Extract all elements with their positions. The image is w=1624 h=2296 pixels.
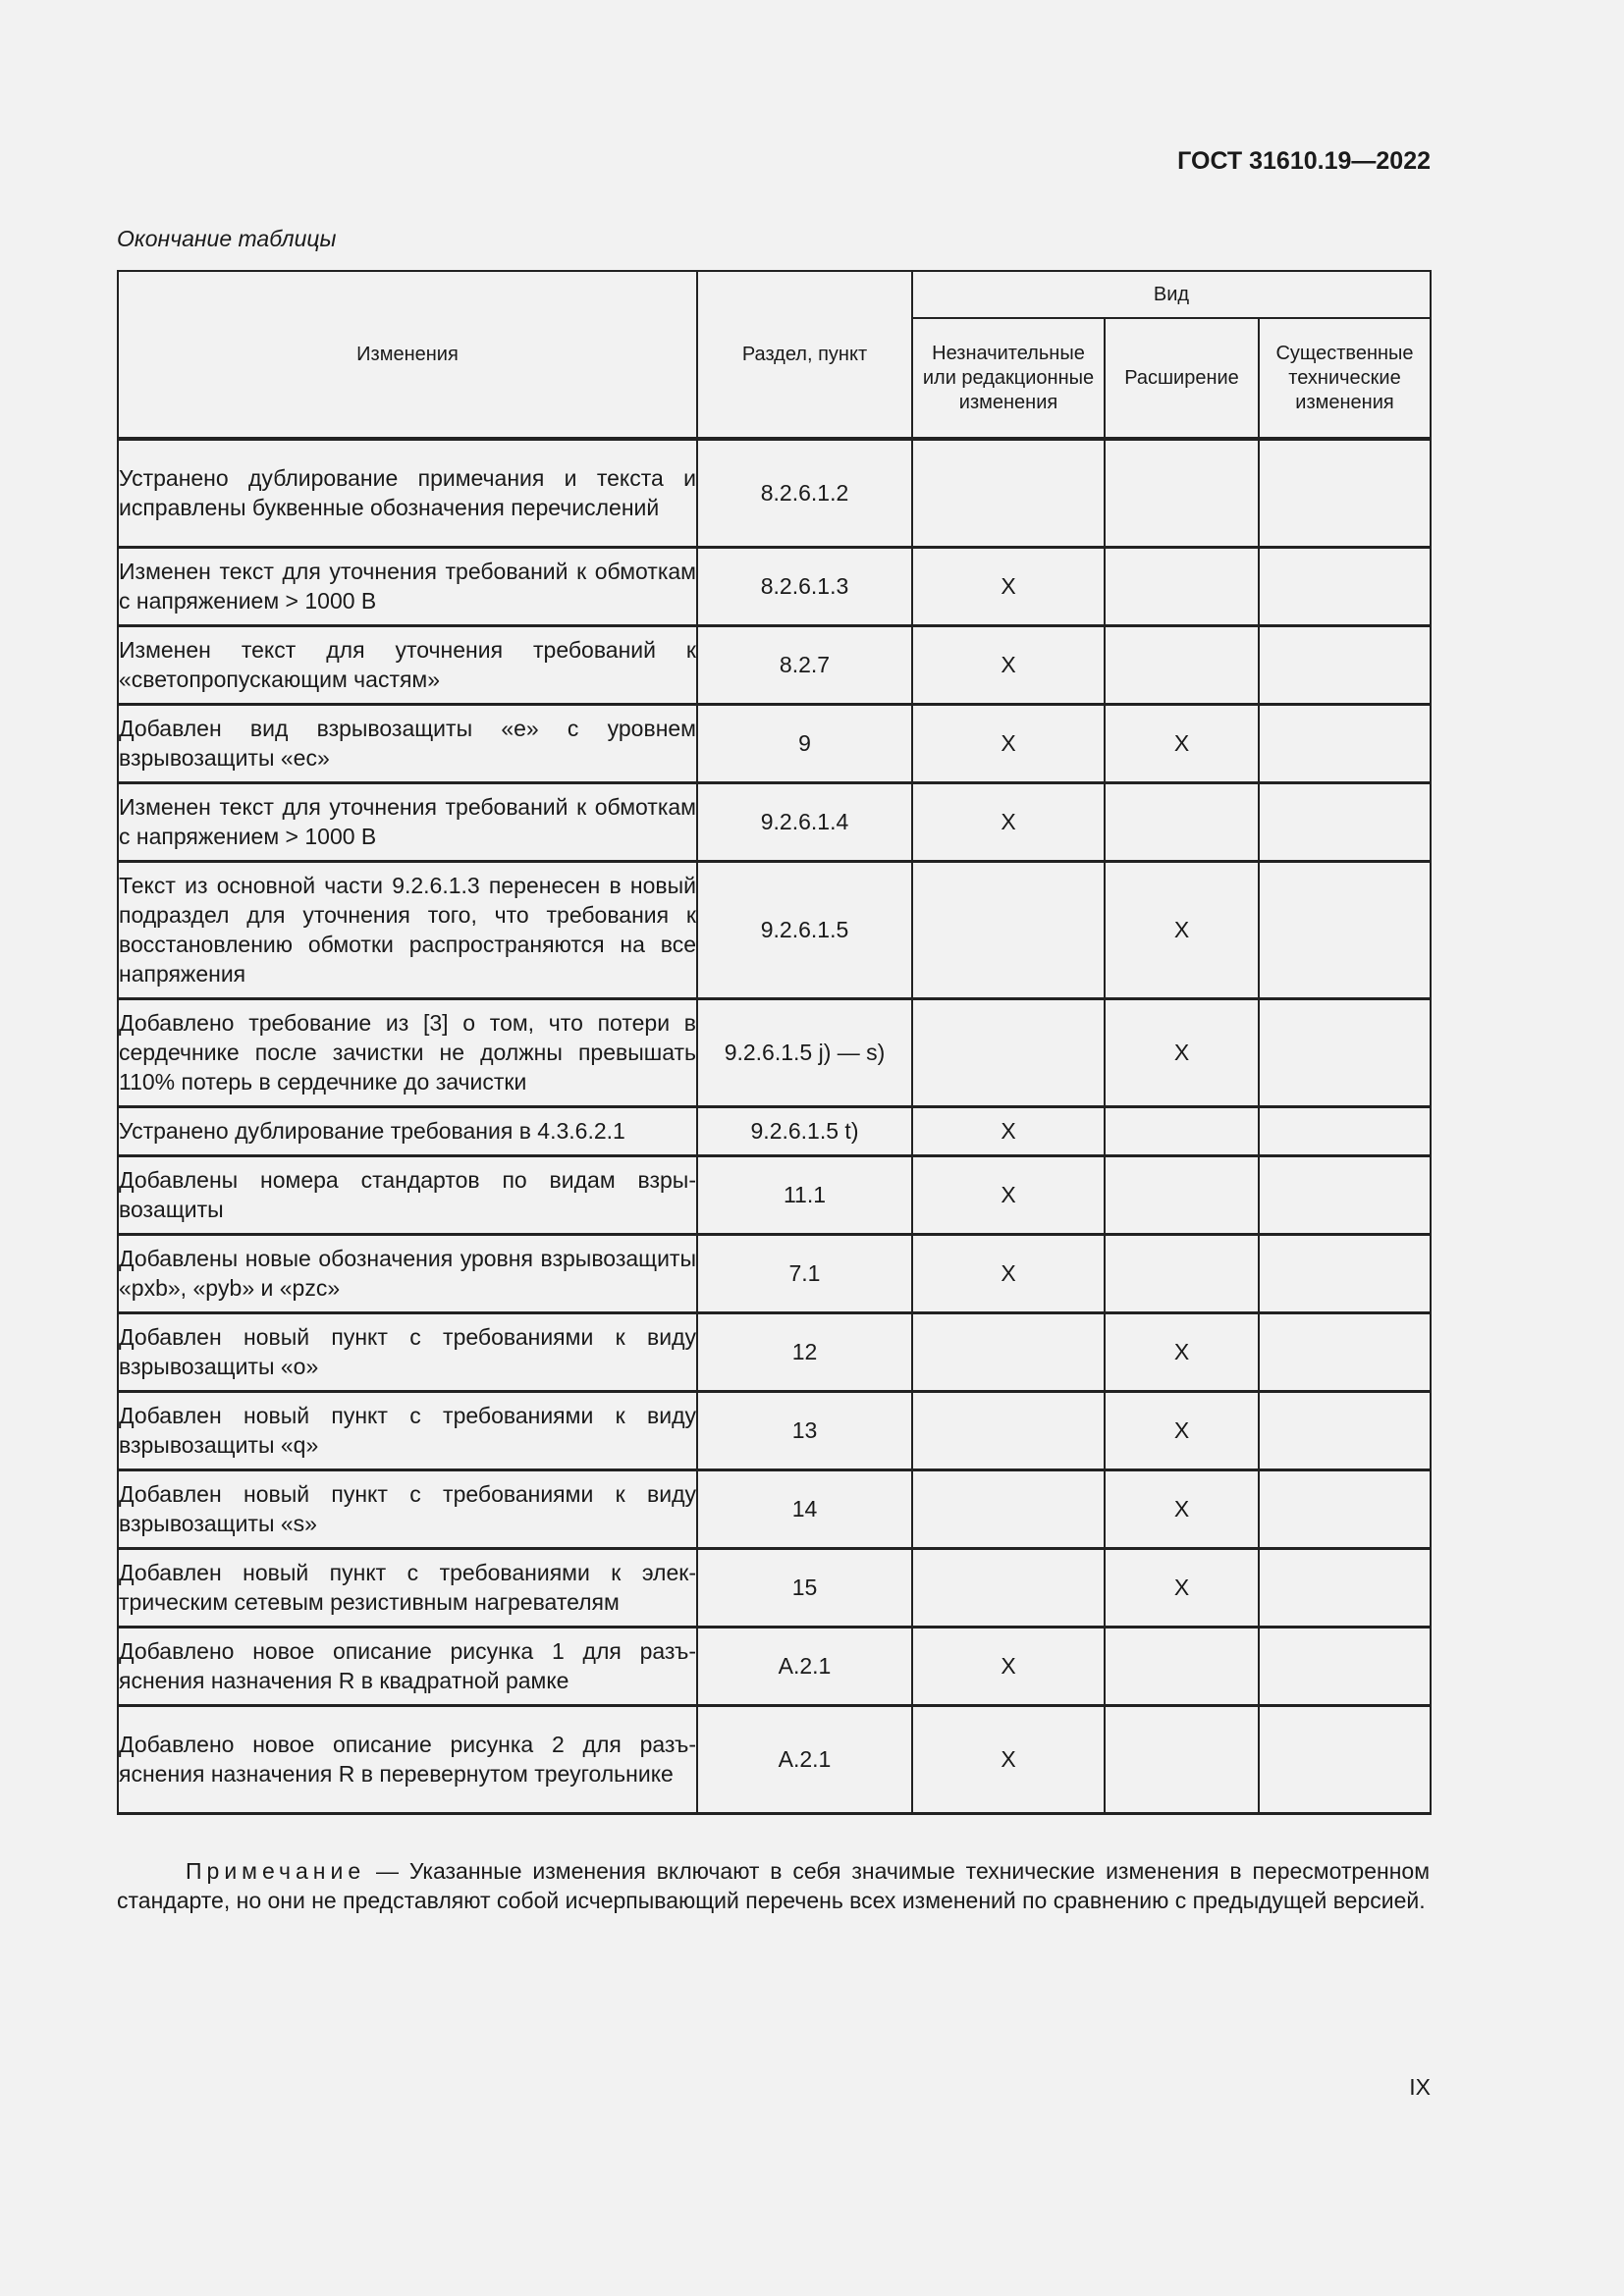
change-description: Добавлены новые обозначения уровня взрывозащиты «pxb», «pyb» и «pzc» — [118, 1234, 697, 1312]
minor-change-mark: X — [912, 1627, 1105, 1705]
minor-change-mark: X — [912, 1234, 1105, 1312]
note-text: — Указанные изменения включают в себя значимые технические изменения в пересмотренном стандарте, но они не представляют собой исчерпывающий перечень всех изменений по сравнению с предыдущей версией. — [117, 1858, 1431, 1913]
table-row — [118, 625, 1431, 704]
change-description: Изменен текст для уточнения требований к обмоткам с напряжением > 1000 В — [118, 782, 697, 861]
major-change-mark — [1259, 1155, 1431, 1234]
extension-mark — [1105, 439, 1259, 547]
change-description: Устранено дублирование примечания и текста и исправлены буквенные обозначения перечислений — [118, 439, 697, 547]
change-description: Добавлено новое описание рисунка 2 для разъяснения назначения R в перевернутом треугольнике — [118, 1705, 697, 1813]
table-row — [118, 1627, 1431, 1705]
section-reference: 9.2.6.1.5 — [697, 861, 912, 998]
extension-mark: X — [1105, 1391, 1259, 1469]
section-reference: 9.2.6.1.4 — [697, 782, 912, 861]
major-change-mark — [1259, 1469, 1431, 1548]
extension-mark: X — [1105, 1548, 1259, 1627]
major-change-mark — [1259, 1106, 1431, 1155]
extension-mark — [1105, 782, 1259, 861]
changes-table — [117, 270, 1432, 1815]
change-description: Добавлен новый пункт с требованиями к виду взрывозащиты «s» — [118, 1469, 697, 1548]
major-change-mark — [1259, 1627, 1431, 1705]
table-row — [118, 1469, 1431, 1548]
major-change-mark — [1259, 625, 1431, 704]
section-reference: 13 — [697, 1391, 912, 1469]
change-description: Добавлен новый пункт с требованиями к виду взрывозащиты «q» — [118, 1391, 697, 1469]
extension-mark: X — [1105, 1469, 1259, 1548]
table-row — [118, 782, 1431, 861]
change-description: Изменен текст для уточнения требований к обмоткам с напряжением > 1000 В — [118, 547, 697, 625]
header-kind-major: Существенные технические изменения — [1259, 318, 1431, 439]
minor-change-mark — [912, 439, 1105, 547]
major-change-mark — [1259, 998, 1431, 1106]
table-row — [118, 1234, 1431, 1312]
extension-mark — [1105, 625, 1259, 704]
minor-change-mark: X — [912, 782, 1105, 861]
extension-mark — [1105, 1155, 1259, 1234]
section-reference: 8.2.6.1.2 — [697, 439, 912, 547]
major-change-mark — [1259, 782, 1431, 861]
header-section: Раздел, пункт — [697, 271, 912, 439]
minor-change-mark — [912, 1312, 1105, 1391]
minor-change-mark — [912, 1469, 1105, 1548]
extension-mark: X — [1105, 1312, 1259, 1391]
table-row — [118, 547, 1431, 625]
change-description: Добавлен вид взрывозащиты «е» с уровнем взрывозащиты «ес» — [118, 704, 697, 782]
header-changes: Изменения — [118, 271, 697, 439]
major-change-mark — [1259, 704, 1431, 782]
major-change-mark — [1259, 1234, 1431, 1312]
table-row — [118, 1106, 1431, 1155]
section-reference: 11.1 — [697, 1155, 912, 1234]
table-row — [118, 1705, 1431, 1813]
header-kind-extension: Расширение — [1105, 318, 1259, 439]
extension-mark: X — [1105, 861, 1259, 998]
header-kind: Вид — [912, 271, 1431, 318]
minor-change-mark — [912, 1391, 1105, 1469]
table-row — [118, 1155, 1431, 1234]
table-row — [118, 1391, 1431, 1469]
note — [117, 1856, 1430, 1915]
header-kind-minor: Незначительные или редакционные изменения — [912, 318, 1105, 439]
section-reference: 9.2.6.1.5 t) — [697, 1106, 912, 1155]
minor-change-mark — [912, 1548, 1105, 1627]
table-row — [118, 998, 1431, 1106]
major-change-mark — [1259, 1312, 1431, 1391]
change-description: Добавлен новый пункт с требованиями к виду взрывозащиты «о» — [118, 1312, 697, 1391]
change-description: Добавлено новое описание рисунка 1 для разъяснения назначения R в квадратной рамке — [118, 1627, 697, 1705]
major-change-mark — [1259, 1548, 1431, 1627]
section-reference: 9.2.6.1.5 j) — s) — [697, 998, 912, 1106]
extension-mark: X — [1105, 704, 1259, 782]
extension-mark — [1105, 1106, 1259, 1155]
table-row — [118, 1548, 1431, 1627]
change-description: Добавлено требование из [3] о том, что потери в сердечнике после зачистки не должны превышать 110% потерь в сердечнике до зачистки — [118, 998, 697, 1106]
minor-change-mark: X — [912, 1705, 1105, 1813]
change-description: Добавлены номера стандартов по видам взрывозащиты — [118, 1155, 697, 1234]
extension-mark — [1105, 1234, 1259, 1312]
minor-change-mark: X — [912, 1155, 1105, 1234]
extension-mark — [1105, 1705, 1259, 1813]
section-reference: 14 — [697, 1469, 912, 1548]
minor-change-mark: X — [912, 625, 1105, 704]
section-reference: 8.2.7 — [697, 625, 912, 704]
page-number: IX — [1409, 2074, 1431, 2100]
major-change-mark — [1259, 1391, 1431, 1469]
extension-mark — [1105, 547, 1259, 625]
minor-change-mark — [912, 861, 1105, 998]
table-caption: Окончание таблицы — [117, 226, 337, 251]
section-reference: 7.1 — [697, 1234, 912, 1312]
change-description: Добавлен новый пункт с требованиями к электрическим сетевым резистивным нагревателям — [118, 1548, 697, 1627]
section-reference: 8.2.6.1.3 — [697, 547, 912, 625]
table-body — [118, 439, 1431, 1813]
document-code: ГОСТ 31610.19—2022 — [1177, 147, 1431, 175]
section-reference: 15 — [697, 1548, 912, 1627]
table-row — [118, 704, 1431, 782]
change-description: Устранено дублирование требования в 4.3.6.2.1 — [118, 1106, 697, 1155]
note-label: Примечание — [186, 1858, 366, 1884]
extension-mark: X — [1105, 998, 1259, 1106]
minor-change-mark: X — [912, 1106, 1105, 1155]
change-description: Изменен текст для уточнения требований к «светопропускающим частям» — [118, 625, 697, 704]
section-reference: А.2.1 — [697, 1627, 912, 1705]
minor-change-mark: X — [912, 547, 1105, 625]
section-reference: А.2.1 — [697, 1705, 912, 1813]
table-row — [118, 1312, 1431, 1391]
major-change-mark — [1259, 861, 1431, 998]
minor-change-mark: X — [912, 704, 1105, 782]
minor-change-mark — [912, 998, 1105, 1106]
table-row — [118, 861, 1431, 998]
change-description: Текст из основной части 9.2.6.1.3 перенесен в новый подраздел для уточнения того, что требования к восстановлению обмотки распространяются на все напряжения — [118, 861, 697, 998]
major-change-mark — [1259, 439, 1431, 547]
major-change-mark — [1259, 1705, 1431, 1813]
section-reference: 9 — [697, 704, 912, 782]
major-change-mark — [1259, 547, 1431, 625]
extension-mark — [1105, 1627, 1259, 1705]
section-reference: 12 — [697, 1312, 912, 1391]
table-row — [118, 439, 1431, 547]
